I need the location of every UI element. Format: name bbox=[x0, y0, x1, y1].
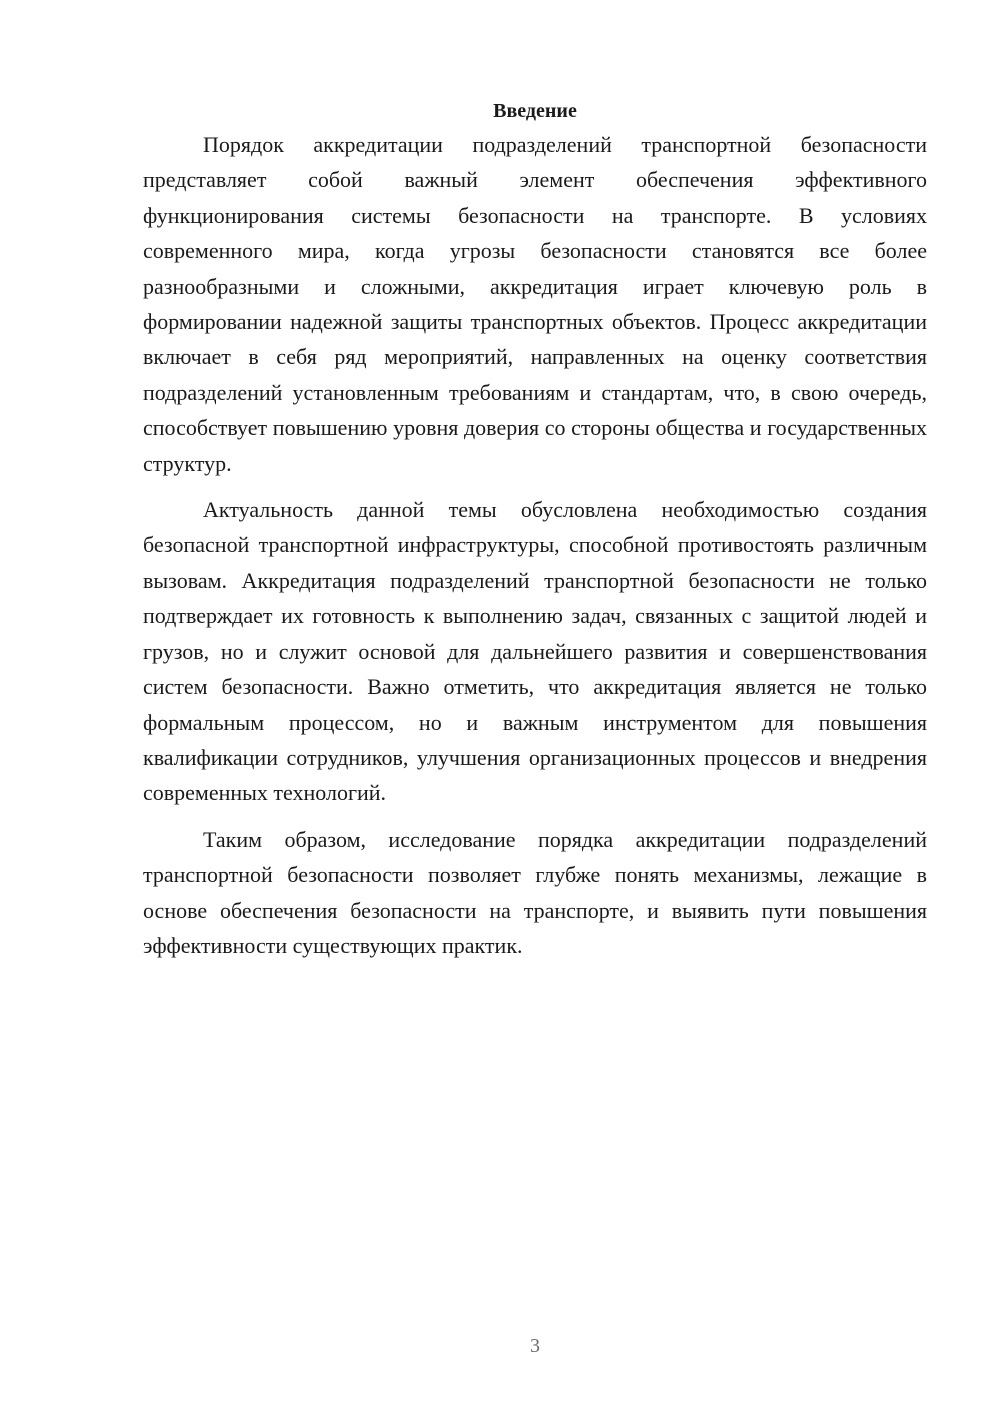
page-content bbox=[143, 95, 927, 963]
page-number: 3 bbox=[530, 1335, 540, 1357]
section-title: Введение bbox=[493, 100, 577, 122]
paragraph-2: Актуальность данной темы обусловлена необходимостью создания безопасной транспортной инфраструктуры, способной противостоять различным вызовам. Аккредитация подразделений транспортной безопасности не только подтверждает их готовность к выполнению задач, связанных с защитой людей и грузов, но и служит основой для дальнейшего развития и совершенствования систем безопасности. Важно отметить, что аккредитация является не только формальным процессом, но и важным инструментом для повышения квалификации сотрудников, улучшения организационных процессов и внедрения современных технологий. bbox=[143, 497, 927, 806]
paragraph-1: Порядок аккредитации подразделений транспортной безопасности представляет собой важный элемент обеспечения эффективного функционирования системы безопасности на транспорте. В условиях современного мира, когда угрозы безопасности становятся все более разнообразными и сложными, аккредитация играет ключевую роль в формировании надежной защиты транспортных объектов. Процесс аккредитации включает в себя ряд мероприятий, направленных на оценку соответствия подразделений установленным требованиям и стандартам, что, в свою очередь, способствует повышению уровня доверия со стороны общества и государственных структур. bbox=[143, 132, 927, 476]
paragraph-3: Таким образом, исследование порядка аккредитации подразделений транспортной безопасности позволяет глубже понять механизмы, лежащие в основе обеспечения безопасности на транспорте, и выявить пути повышения эффективности существующих практик. bbox=[143, 826, 927, 958]
